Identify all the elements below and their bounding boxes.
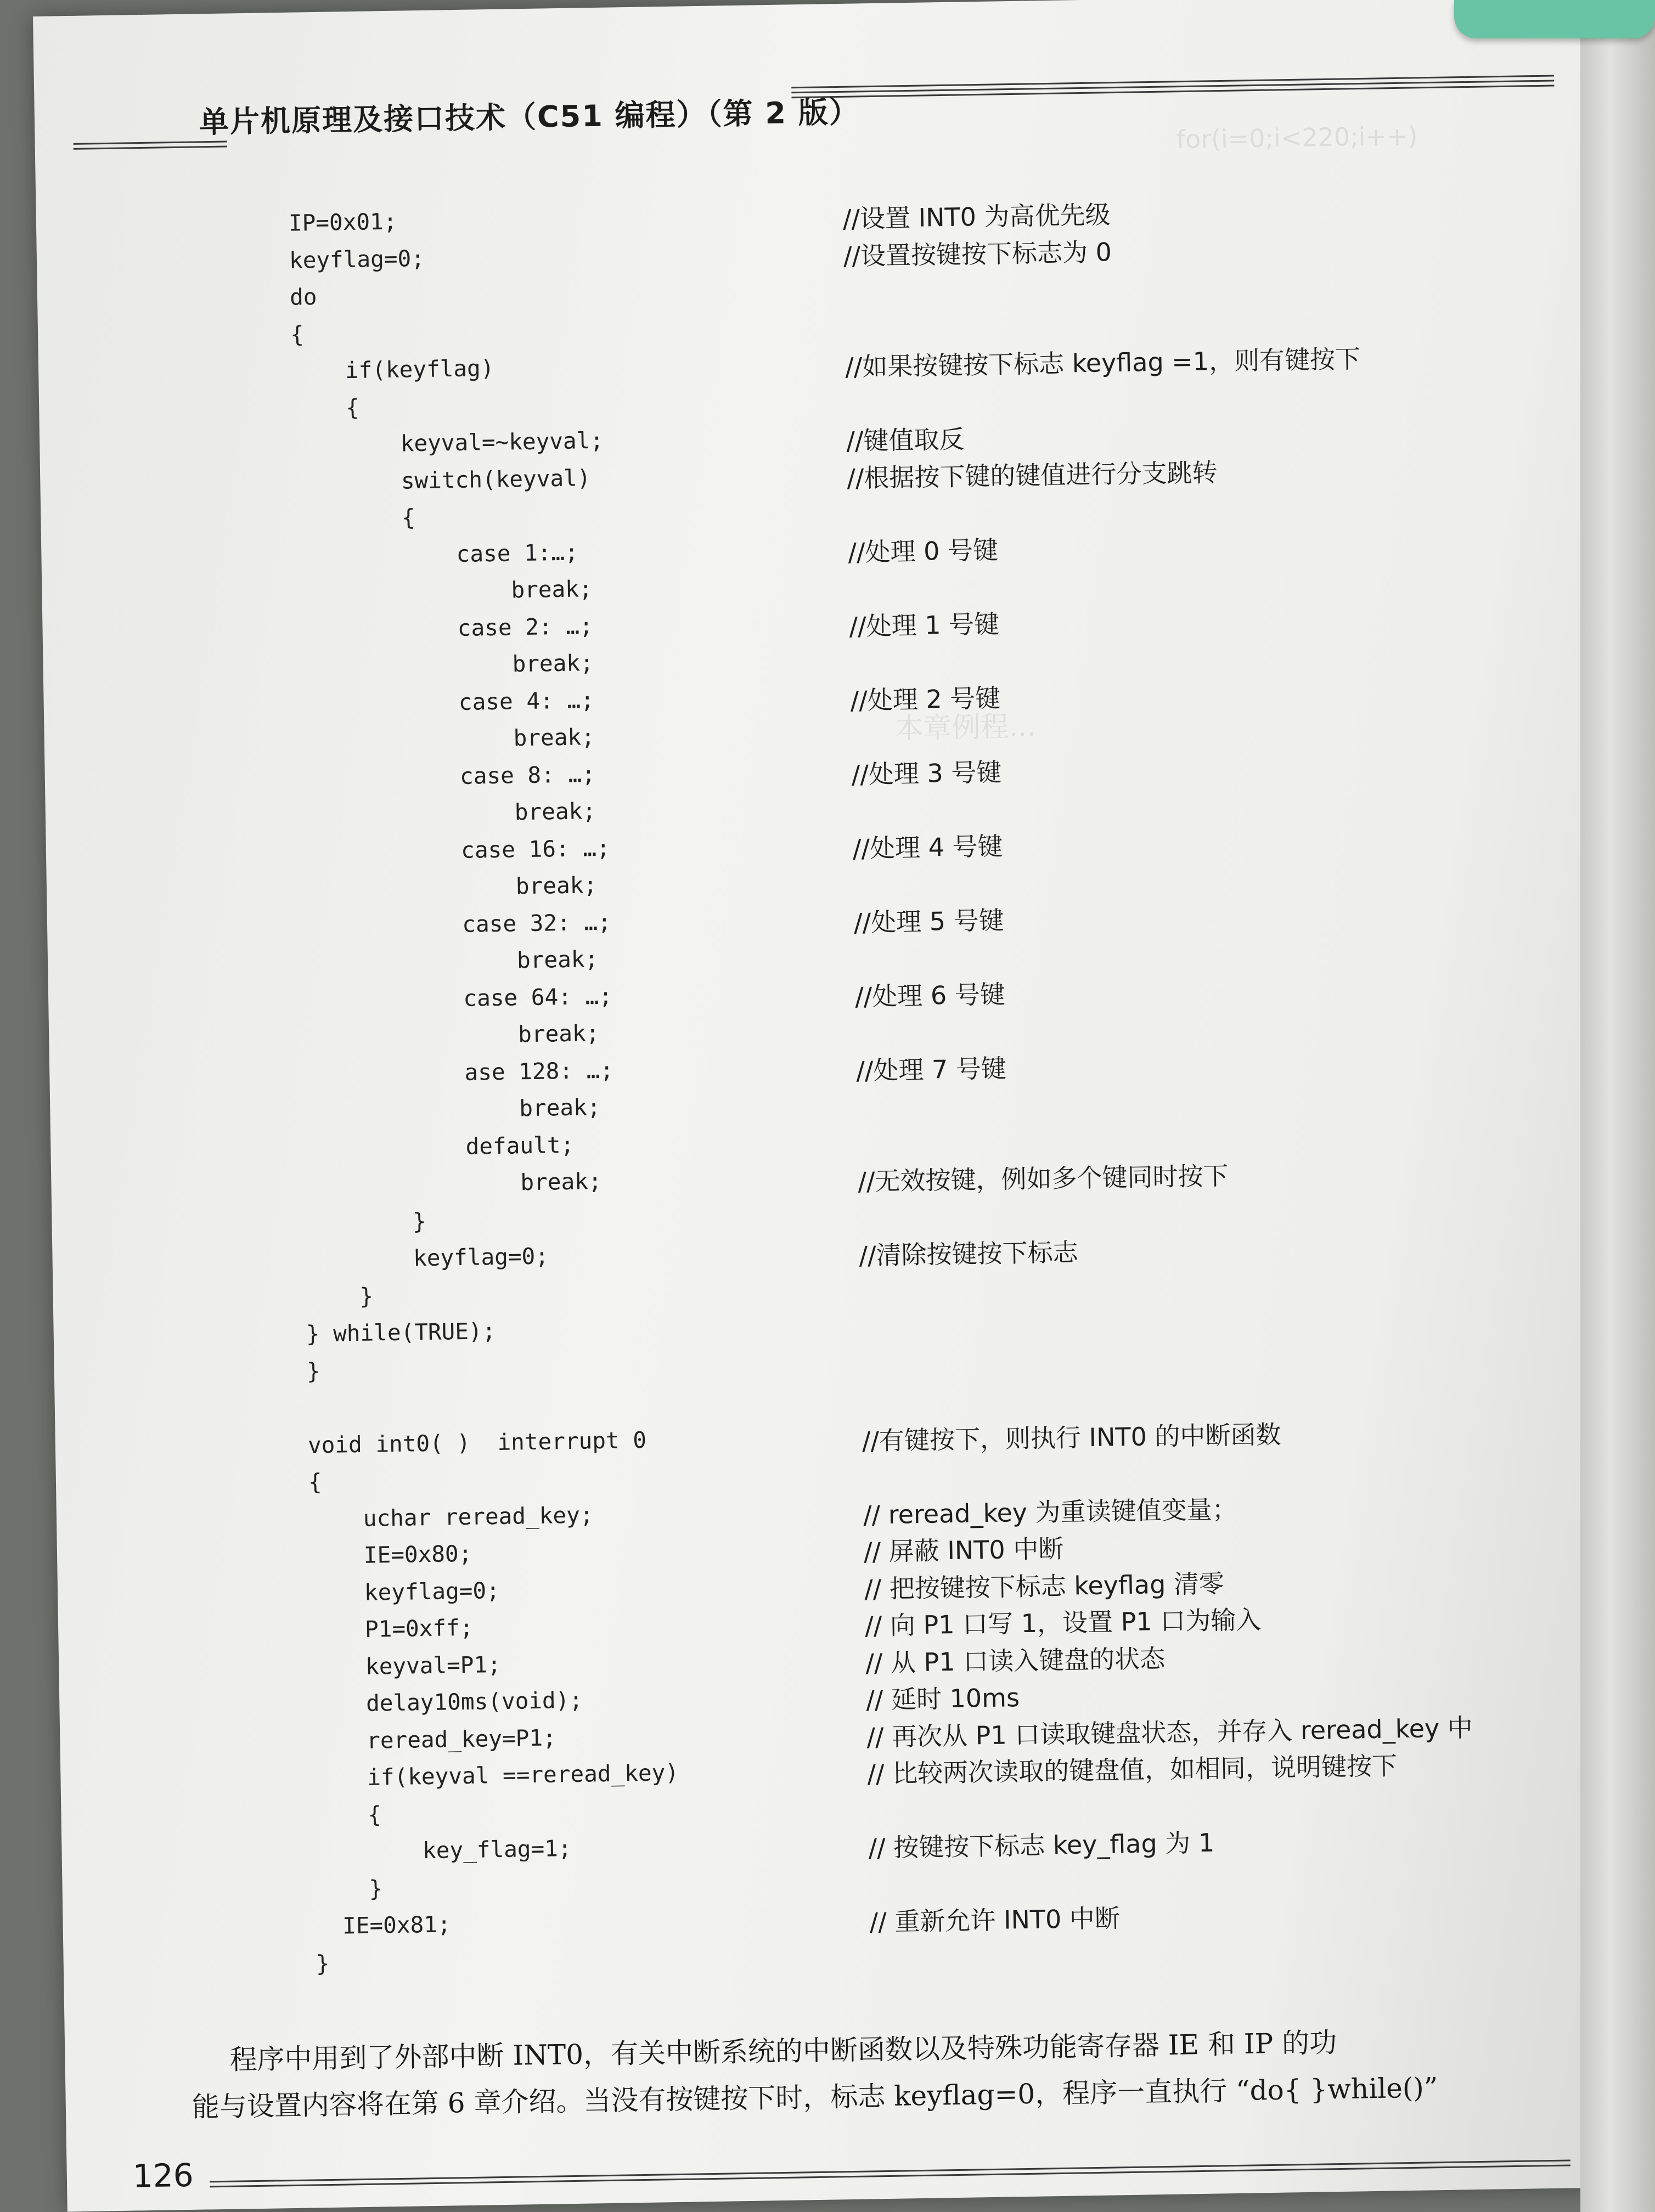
code-line: IP=0x01; [288,208,397,236]
code-comment: //处理 5 号键 [853,905,1005,938]
code-line: break; [299,872,598,903]
code-line: IE=0x81; [315,1911,451,1940]
code-comment: //处理 3 号键 [851,757,1002,789]
code-line: keyflag=0; [289,245,425,274]
code-line: { [313,1801,382,1829]
code-line: case 4: …; [296,686,595,718]
bleed-through-text: for(i=0;i<220;i++) [1176,121,1418,155]
code-line: keyval=P1; [311,1651,502,1680]
code-line: case 64: …; [300,983,613,1014]
code-line: P1=0xff; [310,1614,474,1644]
bleed-through-text: 本章例程... [894,710,1037,746]
adjacent-page-edge [1580,0,1655,2212]
code-line: break; [296,724,595,755]
code-line: } [316,1950,330,1977]
code-comment: //处理 4 号键 [852,831,1003,864]
code-comment: //处理 2 号键 [850,682,1001,715]
code-comment: //有键按下，则执行 INT0 的中断函数 [862,1419,1281,1456]
code-line: { [291,394,360,422]
code-line: } [314,1875,383,1903]
code-comment: // 再次从 P1 口读取键盘状态，并存入 reread_key 中 [866,1712,1473,1752]
code-comment: // 延时 10ms [865,1683,1020,1715]
code-comment: // 把按键按下标志 keyflag 清零 [864,1568,1225,1604]
code-comment: // 屏蔽 INT0 中断 [863,1533,1064,1567]
code-line: } [306,1357,320,1384]
code-line: switch(keyval) [292,464,591,496]
code-comment: // 重新允许 INT0 中断 [869,1903,1121,1937]
code-line: keyflag=0; [309,1577,500,1606]
code-line: key_flag=1; [314,1835,572,1866]
code-line: break; [302,1094,601,1125]
code-line: break; [301,1020,600,1051]
code-comment: // 向 P1 口写 1，设置 P1 口为输入 [864,1605,1262,1641]
code-line: default; [303,1131,575,1163]
code-line: break; [300,946,599,977]
code-comment: //处理 0 号键 [848,534,999,567]
code-line: void int0( ) interrupt 0 [307,1426,647,1458]
code-comment: //设置 INT0 为高优先级 [842,200,1111,234]
code-comment: //处理 6 号键 [854,979,1006,1012]
green-marker-cap [1454,0,1655,38]
code-line: case 1:…; [294,539,579,570]
code-line: break; [297,798,596,829]
code-line: break; [303,1167,602,1199]
code-line: } while(TRUE); [306,1318,496,1347]
code-line: break; [295,650,594,681]
code-line: case 8: …; [297,760,596,792]
code-line: { [308,1469,323,1496]
code-comment: // reread_key 为重读键值变量； [863,1494,1237,1530]
code-line: { [293,504,415,533]
code-line: case 16: …; [298,834,611,866]
code-line: case 2: …; [295,612,594,644]
prose-line: 能与设置内容将在第 6 章介绍。当没有按键按下时，标志 keyflag=0，程序一直执行 “do{ }while()” [192,2072,1438,2123]
code-line: if(keyflag) [290,354,494,385]
code-line: ase 128: …; [301,1057,614,1088]
code-line: { [290,320,305,348]
code-comment: //无效按键，例如多个键同时按下 [858,1161,1229,1197]
code-comment: //清除按键按下标志 [859,1237,1079,1271]
code-line: reread_key=P1; [312,1724,557,1754]
code-line: } [304,1207,427,1236]
code-comment: //根据按下键的键值进行分支跳转 [846,457,1218,493]
page-number: 126 [132,2156,194,2195]
code-comment: // 比较两次读取的键盘值，如相同，说明键按下 [867,1751,1398,1789]
prose-line: 程序中用到了外部中断 INT0，有关中断系统的中断函数以及特殊功能寄存器 IE 和 IP 的功 [229,2027,1337,2076]
code-comment: //处理 1 号键 [849,608,1000,641]
code-line: keyflag=0; [305,1243,549,1273]
code-line: } [305,1283,374,1310]
code-comment: //键值取反 [846,424,965,456]
footer-rule [210,2159,1570,2193]
code-line: if(keyval ==reread_key) [313,1759,679,1792]
code-line: keyval=~keyval; [291,427,604,459]
code-line: do [289,283,317,311]
code-comment: //处理 7 号键 [855,1053,1007,1086]
code-line: case 32: …; [299,909,612,940]
header-rule-right [791,75,1554,99]
code-comment: //设置按键按下标志为 0 [843,236,1112,271]
code-line: delay10ms(void); [312,1686,583,1718]
code-line: IE=0x80; [309,1540,472,1570]
book-page [33,0,1615,2212]
header-rule-left [74,140,227,155]
code-comment: // 按键按下标志 key_flag 为 1 [868,1827,1215,1863]
code-comment: //如果按键按下标志 keyflag =1，则有键按下 [845,344,1361,382]
code-line: uchar reread_key; [308,1501,594,1532]
code-line: break; [294,575,593,607]
book-title: 单片机原理及接口技术（C51 编程）（第 2 版） [199,94,860,140]
code-comment: // 从 P1 口读入键盘的状态 [865,1643,1166,1678]
